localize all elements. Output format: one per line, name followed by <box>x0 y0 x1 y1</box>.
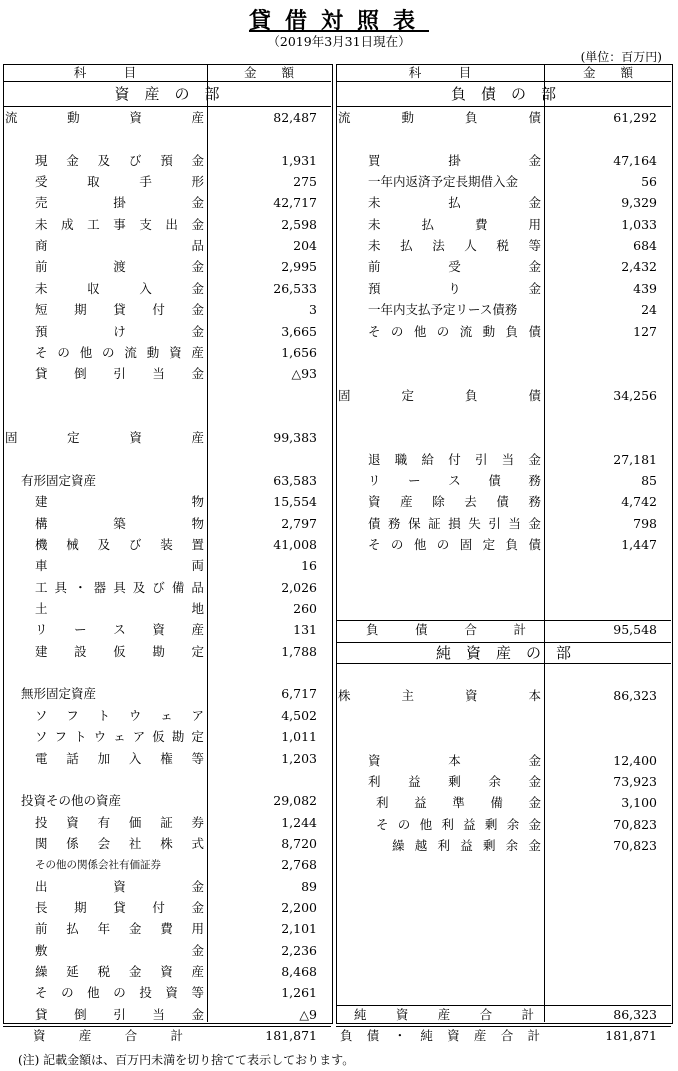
account-label-text: 債 務 保 証 損 失 引 当 金 <box>368 515 541 531</box>
account-amount: 1,656 <box>281 344 317 360</box>
account-amount: 4,502 <box>281 707 317 723</box>
account-amount: 2,995 <box>281 259 317 275</box>
account-amount: 4,742 <box>621 494 657 510</box>
account-amount: 2,200 <box>281 899 317 915</box>
account-label-text: 退 職 給 付 引 当 金 <box>368 451 541 467</box>
liabilities-total-label: 負 債 合 計 <box>366 622 526 638</box>
account-label-text: 預 け 金 <box>35 323 204 339</box>
account-label <box>35 215 204 235</box>
account-amount: 70,823 <box>613 837 657 853</box>
account-label-text: 前 渡 金 <box>35 259 204 275</box>
account-label <box>368 257 541 277</box>
account-amount: 2,101 <box>281 921 317 937</box>
account-amount: 1,931 <box>281 152 317 168</box>
account-amount: 12,400 <box>613 752 657 768</box>
account-label <box>376 815 541 835</box>
account-amount: 63,583 <box>273 472 317 488</box>
account-label <box>35 813 204 833</box>
account-label <box>35 300 204 320</box>
account-label <box>35 749 204 769</box>
account-amount: 275 <box>293 174 317 190</box>
account-label <box>368 450 541 470</box>
account-amount: 85 <box>641 472 657 488</box>
account-label-text: 流 動 負 債 <box>338 110 541 125</box>
account-label-text: 機 械 及 び 装 置 <box>35 537 204 552</box>
account-label-text: 工 具 ・ 器 具 及 び 備 品 <box>35 579 204 595</box>
account-amount: 89 <box>301 878 317 894</box>
account-label <box>35 877 204 897</box>
account-label-text: 土 地 <box>35 601 204 617</box>
account-label <box>35 322 204 342</box>
account-label-text: リ ー ス 債 務 <box>368 472 541 488</box>
account-amount: 798 <box>633 515 657 531</box>
account-label <box>338 108 541 128</box>
account-label <box>368 471 541 491</box>
account-label <box>35 514 204 534</box>
account-label-text: ソ フ ト ウ ェ ア <box>35 707 204 723</box>
account-label-text: そ の 他 の 投 資 等 <box>35 985 204 1001</box>
account-label-text: そ の 他 利 益 剰 余 金 <box>376 816 541 832</box>
page-title: 貸借対照表 <box>248 8 429 34</box>
account-label <box>368 215 541 235</box>
account-label-text: 長 期 貸 付 金 <box>35 899 204 915</box>
account-label <box>35 834 204 854</box>
account-label <box>35 962 204 982</box>
account-label-text: 商 品 <box>35 238 204 254</box>
account-label-text: 利 益 準 備 金 <box>376 795 541 811</box>
account-label <box>338 686 541 706</box>
account-amount: 61,292 <box>613 110 657 125</box>
account-amount: △93 <box>291 366 317 382</box>
account-label <box>368 772 541 792</box>
account-amount: 3,100 <box>621 795 657 811</box>
account-label-text: そ の 他 の 流 動 負 債 <box>368 323 541 339</box>
account-amount: 86,323 <box>613 688 657 704</box>
account-label <box>368 535 541 555</box>
account-label-text: 固 定 負 債 <box>338 387 541 403</box>
account-label-text: 未 収 入 金 <box>35 280 204 296</box>
account-label <box>368 751 541 771</box>
account-label-text: 繰 越 利 益 剰 余 金 <box>392 837 541 853</box>
unit-label: (単位：百万円) <box>580 50 662 64</box>
account-label <box>35 535 204 555</box>
account-label-text: 未 払 費 用 <box>368 216 541 232</box>
account-label-text: 貸 倒 引 当 金 <box>35 366 204 382</box>
section-rule <box>3 106 331 107</box>
assets-total-label: 資 産 合 計 <box>33 1028 183 1044</box>
account-label <box>5 428 204 448</box>
account-label <box>338 386 541 406</box>
account-label <box>368 236 541 256</box>
account-label <box>368 492 541 512</box>
account-amount: 16 <box>301 558 317 574</box>
account-label <box>35 941 204 961</box>
liabilities-total-amount: 95,548 <box>613 622 657 638</box>
account-label-text: 資 産 除 去 債 務 <box>368 494 541 510</box>
account-amount: 1,261 <box>281 985 317 1001</box>
account-amount: 8,720 <box>281 835 317 851</box>
account-amount: 1,033 <box>621 216 657 232</box>
account-amount: 47,164 <box>613 152 657 168</box>
balance-sheet-table <box>3 64 673 1044</box>
account-label <box>35 599 204 619</box>
account-label <box>35 257 204 277</box>
account-label-text: 車 両 <box>35 558 204 574</box>
account-label <box>368 193 541 213</box>
account-amount: 70,823 <box>613 816 657 832</box>
account-label <box>35 983 204 1003</box>
account-amount: 1,203 <box>281 750 317 766</box>
account-amount: 1,788 <box>281 643 317 659</box>
account-label <box>368 514 541 534</box>
account-label: 有形固定資産 <box>21 472 97 488</box>
left-header-amount: 金 額 <box>243 65 294 80</box>
account-label <box>35 898 204 918</box>
account-label <box>35 364 204 384</box>
account-label-text: 関 係 会 社 株 式 <box>35 835 204 851</box>
account-label-text: 売 掛 金 <box>35 195 204 211</box>
account-label-text: そ の 他 の 流 動 資 産 <box>35 344 204 360</box>
account-amount: 56 <box>641 174 657 190</box>
account-label <box>392 836 541 856</box>
header-rule <box>336 81 671 82</box>
account-label: 無形固定資産 <box>21 686 97 702</box>
assets-total-amount: 181,871 <box>265 1028 317 1044</box>
account-label <box>35 727 204 747</box>
account-amount: 73,923 <box>613 773 657 789</box>
account-label: 一年内返済予定長期借入金 <box>368 174 519 190</box>
account-amount: 2,026 <box>281 579 317 595</box>
account-label-text: 利 益 剰 余 金 <box>368 773 541 789</box>
account-amount: 2,768 <box>281 857 317 873</box>
account-amount: 42,717 <box>273 195 317 211</box>
account-amount: 34,256 <box>613 387 657 403</box>
account-label-text: 前 払 年 金 費 用 <box>35 921 204 937</box>
account-label <box>35 556 204 576</box>
header-rule <box>3 81 331 82</box>
net-assets-total-amount: 86,323 <box>613 1006 657 1022</box>
account-label <box>35 492 204 512</box>
account-label <box>368 322 541 342</box>
account-label-text: 受 取 手 形 <box>35 174 204 190</box>
account-label <box>35 151 204 171</box>
account-label-text: 流 動 資 産 <box>5 110 204 125</box>
account-amount: 99,383 <box>273 430 317 446</box>
account-amount: 2,236 <box>281 942 317 958</box>
account-label <box>35 620 204 640</box>
account-label <box>35 1005 204 1025</box>
left-header-item: 科 目 <box>73 65 137 80</box>
account-amount: 2,598 <box>281 216 317 232</box>
account-amount: 204 <box>293 238 317 254</box>
account-label-text: 未 払 法 人 税 等 <box>368 238 541 254</box>
account-label-text: 投 資 有 価 証 券 <box>35 814 204 830</box>
account-amount: 439 <box>633 280 657 296</box>
account-amount: 1,244 <box>281 814 317 830</box>
account-label-text: 貸 倒 引 当 金 <box>35 1006 204 1022</box>
assets-section-title: 資 産 の 部 <box>114 85 220 103</box>
right-header-amount: 金 額 <box>582 65 633 80</box>
section-rule <box>336 106 671 107</box>
account-amount: 260 <box>293 601 317 617</box>
account-amount: 82,487 <box>273 110 317 125</box>
right-header-item: 科 目 <box>408 65 472 80</box>
account-amount: 3,665 <box>281 323 317 339</box>
account-label <box>368 279 541 299</box>
account-label-text: 建 設 仮 勘 定 <box>35 643 204 659</box>
account-amount: 24 <box>641 302 657 318</box>
net-assets-total-label: 純 資 産 合 計 <box>354 1006 534 1022</box>
account-amount: 8,468 <box>281 964 317 979</box>
account-amount: 3 <box>309 302 317 318</box>
account-label <box>35 193 204 213</box>
account-amount: 2,797 <box>281 515 317 531</box>
account-label: 投資その他の資産 <box>21 793 122 809</box>
account-amount: 1,011 <box>281 729 317 745</box>
account-label <box>35 919 204 939</box>
account-label-text: 現 金 及 び 預 金 <box>35 152 204 168</box>
account-label-text: ソ フ ト ウ ェ ア 仮 勘 定 <box>35 729 204 745</box>
account-label <box>376 793 541 813</box>
account-amount: 684 <box>633 238 657 254</box>
account-label-text: 未 払 金 <box>368 195 541 211</box>
account-label-text: 株 主 資 本 <box>338 688 541 704</box>
account-amount: 41,008 <box>273 537 317 552</box>
account-label <box>35 578 204 598</box>
account-label <box>35 343 204 363</box>
account-label <box>35 642 204 662</box>
account-label-text: 固 定 資 産 <box>5 430 204 446</box>
account-label <box>368 151 541 171</box>
account-amount: 9,329 <box>621 195 657 211</box>
account-label <box>35 172 204 192</box>
grand-total-amount: 181,871 <box>605 1028 657 1044</box>
account-label: 一年内支払予定リース債務 <box>368 302 518 318</box>
account-amount: 2,432 <box>621 259 657 275</box>
account-label <box>35 706 204 726</box>
account-amount: 26,533 <box>273 280 317 296</box>
account-amount: 1,447 <box>621 537 657 552</box>
account-label: その他の関係会社有価証券 <box>35 859 161 872</box>
account-label-text: 前 受 金 <box>368 259 541 275</box>
account-label-text: 買 掛 金 <box>368 152 541 168</box>
account-label-text: 預 り 金 <box>368 280 541 296</box>
account-label <box>35 279 204 299</box>
account-label <box>5 108 204 128</box>
account-label-text: 短 期 貸 付 金 <box>35 302 204 318</box>
account-label-text: 構 築 物 <box>35 515 204 531</box>
account-amount: 6,717 <box>281 686 317 702</box>
account-label-text: 資 本 金 <box>368 752 541 768</box>
account-amount: 15,554 <box>273 494 317 510</box>
account-label-text: 敷 金 <box>35 942 204 958</box>
footnote: (注) 記載金額は、百万円未満を切り捨てて表示しております。 <box>18 1053 355 1067</box>
account-label-text: そ の 他 の 固 定 負 債 <box>368 537 541 552</box>
account-amount: 131 <box>293 622 317 638</box>
account-label-text: リ ー ス 資 産 <box>35 622 204 638</box>
liabilities-section-title: 負 債 の 部 <box>450 85 556 103</box>
as-of-date: （2019年3月31日現在） <box>267 34 411 49</box>
account-label-text: 出 資 金 <box>35 878 204 894</box>
account-label-text: 電 話 加 入 権 等 <box>35 750 204 766</box>
grand-total-label: 負 債 ・ 純 資 産 合 計 <box>340 1028 540 1044</box>
account-label <box>35 236 204 256</box>
account-amount: 29,082 <box>273 793 317 809</box>
account-amount: △9 <box>299 1006 317 1022</box>
account-label-text: 繰 延 税 金 資 産 <box>35 964 204 979</box>
account-label-text: 未 成 工 事 支 出 金 <box>35 216 204 232</box>
account-amount: 127 <box>633 323 657 339</box>
account-label-text: 建 物 <box>35 494 204 510</box>
net-assets-section-title: 純 資 産 の 部 <box>435 643 571 662</box>
account-amount: 27,181 <box>613 451 657 467</box>
